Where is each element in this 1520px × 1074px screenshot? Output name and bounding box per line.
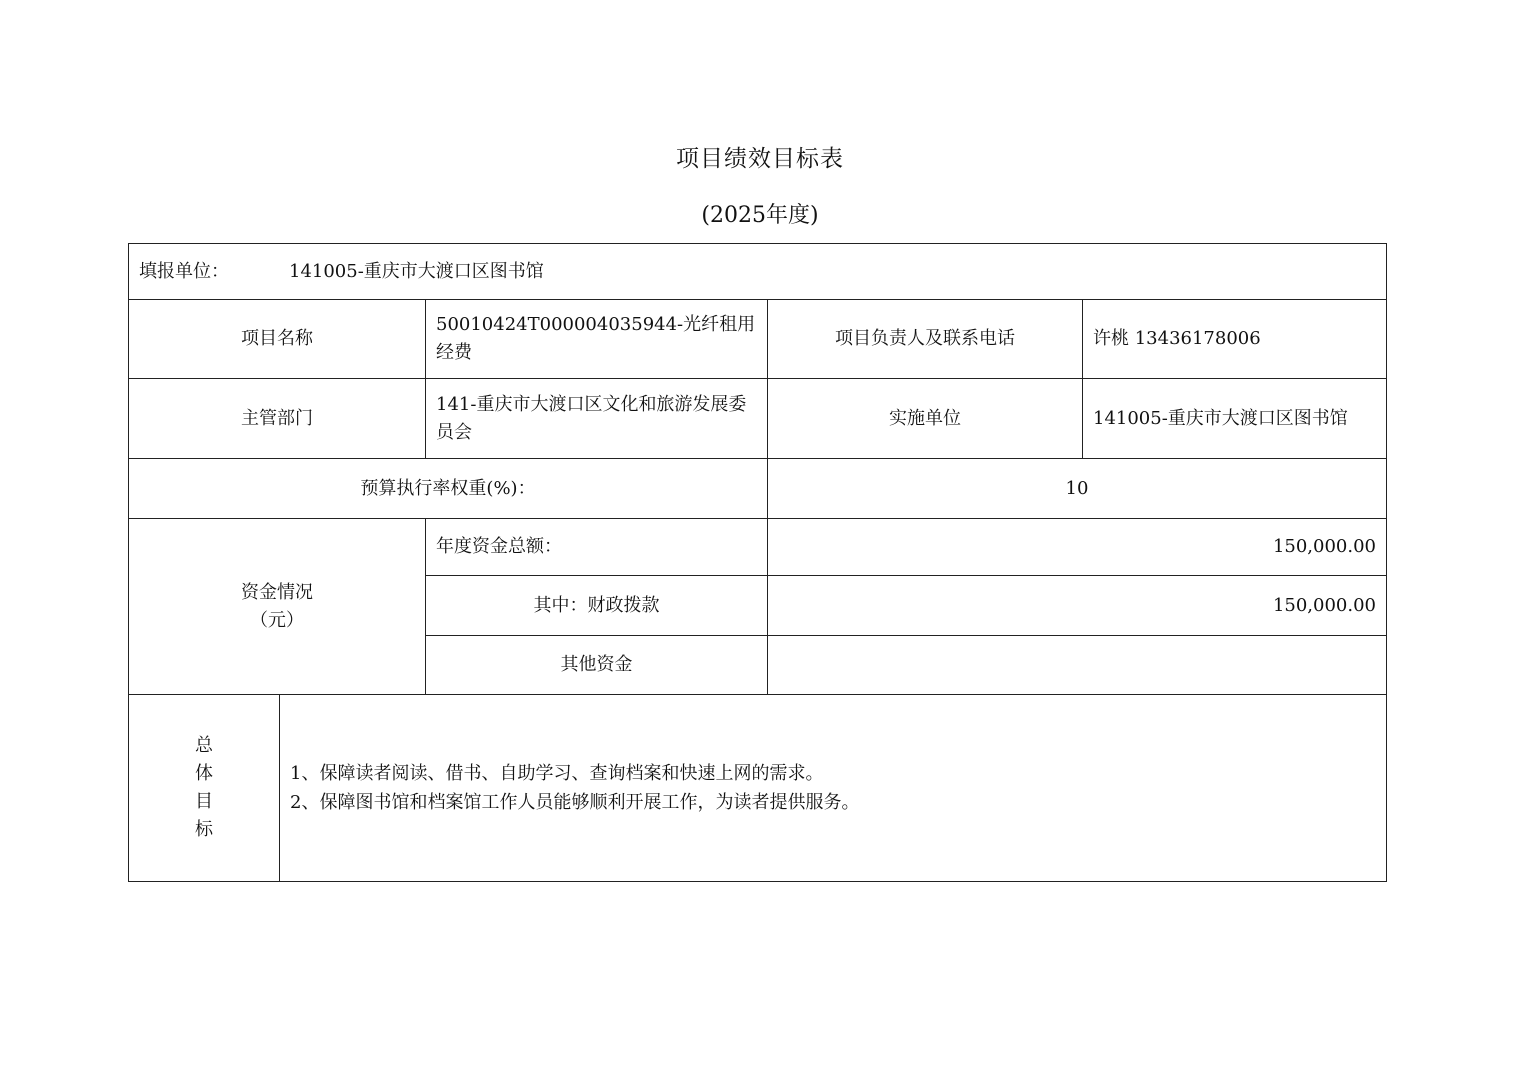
budget-weight-value: 10 [768, 459, 1387, 519]
funds-fiscal-value: 150,000.00 [768, 576, 1387, 636]
performance-goal-table [128, 243, 1387, 882]
project-name-row [129, 300, 1387, 379]
funds-fiscal-label: 其中：财政拨款 [426, 576, 768, 636]
goal-label-cell [129, 695, 280, 882]
report-unit-cell [129, 244, 1387, 300]
goal-line: 2、保障图书馆和档案馆工作人员能够顺利开展工作，为读者提供服务。 [290, 792, 860, 813]
project-name-label: 项目名称 [129, 300, 426, 379]
funds-unit-label: （元） [250, 609, 304, 631]
report-unit-label: 填报单位： [139, 260, 229, 282]
goal-label-char: 目 [195, 791, 213, 812]
page-title: 项目绩效目标表 [676, 146, 844, 172]
funds-total-value: 150,000.00 [768, 519, 1387, 576]
project-leader-label: 项目负责人及联系电话 [768, 300, 1083, 379]
implementing-unit-label: 实施单位 [768, 379, 1083, 459]
funds-total-row [129, 519, 1387, 576]
funds-other-label: 其他资金 [426, 636, 768, 695]
report-unit-value: 141005-重庆市大渡口区图书馆 [289, 260, 544, 282]
department-label: 主管部门 [129, 379, 426, 459]
page-subtitle: (2025年度) [701, 203, 819, 228]
funds-label: 资金情况 [241, 581, 313, 603]
funds-other-value [768, 636, 1387, 695]
department-value: 141-重庆市大渡口区文化和旅游发展委员会 [426, 379, 768, 459]
goal-text-cell [280, 695, 1387, 882]
funds-total-label: 年度资金总额： [426, 519, 768, 576]
goal-label-char: 标 [195, 819, 213, 840]
budget-weight-row [129, 459, 1387, 519]
department-row [129, 379, 1387, 459]
report-unit-row [129, 244, 1387, 300]
project-name-value: 50010424T000004035944-光纤租用经费 [426, 300, 768, 379]
implementing-unit-value: 141005-重庆市大渡口区图书馆 [1083, 379, 1387, 459]
budget-weight-label: 预算执行率权重(%)： [129, 459, 768, 519]
goal-line: 1、保障读者阅读、借书、自助学习、查询档案和快速上网的需求。 [290, 763, 824, 784]
funds-label-cell [129, 519, 426, 695]
goal-label-char: 体 [195, 763, 213, 784]
project-leader-value: 许桃 13436178006 [1083, 300, 1387, 379]
goal-row [129, 695, 1387, 882]
goal-label-char: 总 [195, 735, 213, 756]
